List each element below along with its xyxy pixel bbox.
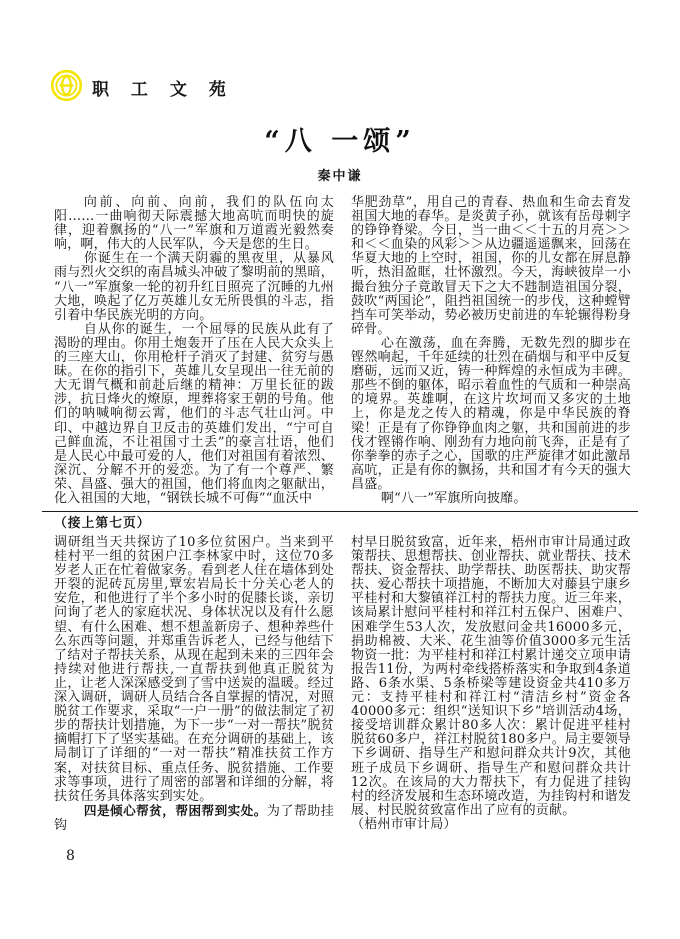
article-column-right (351, 536, 631, 833)
poem-paragraph: 你诞生在一个满天阴霾的黑夜里，从暴风雨与烈火交织的南昌城头冲破了黎明前的黑暗，“八一”军旗象一轮的初升红日照亮了沉睡的九州大地，唤起了亿万英雄儿女无所畏惧的斗志，指引着中华民族光明的方向。 (54, 251, 334, 323)
trade-union-emblem-icon (50, 68, 83, 107)
continued-from-note: （接上第七页） (54, 516, 151, 531)
poem-title: “八 一颂” (264, 126, 416, 157)
section-divider (42, 511, 638, 512)
article-paragraph (54, 804, 334, 833)
poem-column-right (351, 196, 631, 506)
poem-paragraph: 向前、向前、向前，我们的队伍向太阳……一曲响彻天际震撼大地高吭而明快的旋律，迎着飘扬的“八一”军旗和万道霞光毅然奏响，啊，伟大的人民军队，今天是您的生日。 (54, 195, 334, 253)
masthead (50, 68, 234, 107)
masthead-title: 职 工 文 苑 (92, 80, 234, 100)
article-attribution: （梧州市审计局） (351, 816, 457, 832)
article-column-left (54, 536, 334, 833)
poem-column-left (54, 196, 334, 506)
page-number: 8 (66, 848, 75, 864)
poem-paragraph: 啊“八一”军旗所向披靡。 (380, 490, 527, 506)
article-paragraph-continuation: 村早日脱贫致富，近年来，梧州市审计局通过政策帮扶、思想帮扶、创业帮扶、就业帮扶、技术帮扶、资金帮扶、助学帮扶、助医帮扶、助灾帮扶、爱心帮扶十项措施，不断加大对藤县宁康乡平桂村和大黎镇祥江村的帮扶力度。近三年来，该局累计慰问平桂村和祥江村五保户、困难户、困难学生53人次，发放慰问金共16000多元，捐助棉被、大米、花生油等价值3000多元生活物资一批：为平桂村和祥江村累计递交立项申请报告11份，为两村牵线搭桥落实和争取到4条道路、6条水渠、5条桥梁等建设资金共410多万元：支持平桂村和祥江村“清洁乡村”资金各40000多元：组织“送知识下乡”培训活动4场，接受培训群众累计80多人次：累计促进平桂村脱贫60多户，祥江村脱贫180多户。局主要领导下乡调研、指导生产和慰问群众共计9次，其他班子成员下乡调研、指导生产和慰问群众共计12次。在该局的大力帮扶下，有力促进了挂钩村的经济发展和生态环境改造，为挂钩村和谐发展、村民脱贫致富作出了应有的贡献。 (351, 535, 631, 818)
article-paragraph-rest: 为了帮助挂钩 (54, 803, 334, 833)
poem-body (54, 196, 632, 506)
poem-paragraph: 心在激荡，血在奔腾，无数先烈的脚步在铿然响起，千年延续的壮烈在硝烟与和平中反复磨砺，远而又近，铸一种辉煌的永恒成为丰碑。那些不倒的躯体，昭示着血性的气质和一种崇高的境界。英雄啊，在这片坎坷而又多灾的土地上，你是龙之传人的精魂，你是中华民族的脊梁！正是有了你铮铮血肉之躯，共和国前进的步伐才铿锵作响、刚劲有力地向前飞奔，正是有了你拳拳的赤子之心，国歌的庄严旋律才如此激昂高吭，正是有你的飘扬，共和国才有今天的强大昌盛。 (351, 335, 631, 492)
poem-author: 秦中谦 (317, 169, 363, 184)
poem-paragraph: 自从你的诞生，一个屈辱的民族从此有了渴盼的理由。你用土炮轰开了压在人民大众头上的三座大山，你用枪杆子消灭了封建、贫穷与愚昧。在你的指引下，英雄儿女呈现出一往无前的大无谓气概和前赴后继的精神：万里长征的跋涉，抗日烽火的燎原，埋葬将家王朝的号角。他们的呐喊响彻云霄，他们的斗志气壮山河。中印、中越边界自卫反击的英雄们发出，“宁可自己鲜血流，不让祖国寸土丢”的豪言壮语，他们是人民心中最可爱的人，他们对祖国有着浓烈、深沉、分解不开的爱恋。为了有一个尊严、繁荣、昌盛、强大的祖国，他们将血肉之躯献出，化入祖国的大地，“钢铁长城不可侮”“血沃中 (54, 321, 334, 506)
article-paragraph-bold-lead: 四是倾心帮贫，帮困帮到实处。 (83, 802, 267, 818)
continued-article (54, 517, 632, 833)
poem-paragraph-continuation: 华肥劲草”，用自己的青春、热血和生命去育发祖国大地的春华。是炎黄子孙，就该有岳母刺字的铮铮脊梁。今日，当一曲＜＜十五的月亮＞＞和＜＜血染的风彩＞＞从边疆遥遥飘来，回荡在华夏大地的上空时，祖国，你的儿女都在屏息静听，热泪盈眶，壮怀激烈。今天，海峡彼岸一小撮台独分子竟敢冒天下之大不韪制造祖国分裂，鼓吹“两国论”，阻挡祖国统一的步伐，这种螳臂挡车可笑举动，势必被历史前进的车轮辗得粉身碎骨。 (351, 195, 631, 337)
article-paragraph-continuation: 调研组当天共探访了10多位贫困户。当来到平桂村平一组的贫困户江李林家中时，这位70多岁老人正在忙着做家务。看到老人住在墙体到处开裂的泥砖瓦房里,覃宏岩局长十分关心老人的安危，和他进行了半个多小时的促膝长谈，亲切问询了老人的家庭状况、身体状况以及有什么愿望、有什么困难、想不想盖新房子、想种养些什么东西等问题，并郑重告诉老人，已经与他结下了结对子帮扶关系，从现在起到未来的三四年会持续对他进行帮扶,一直帮扶到他真正脱贫为止，让老人深深感受到了雪中送炭的温暖。经过深入调研，调研人员结合各自掌握的情况，对照脱贫工作要求，采取“一户一册”的做法制定了初步的帮扶计划措施，为下一步“一对一帮扶”脱贫摘帽打下了坚实基础。在充分调研的基础上，该局制订了详细的“一对一帮扶”精准扶贫工作方案，对扶贫目标、重点任务、脱贫措施、工作要求等事项，进行了周密的部署和详细的分解，将扶贫任务具体落实到实处。 (54, 535, 334, 804)
